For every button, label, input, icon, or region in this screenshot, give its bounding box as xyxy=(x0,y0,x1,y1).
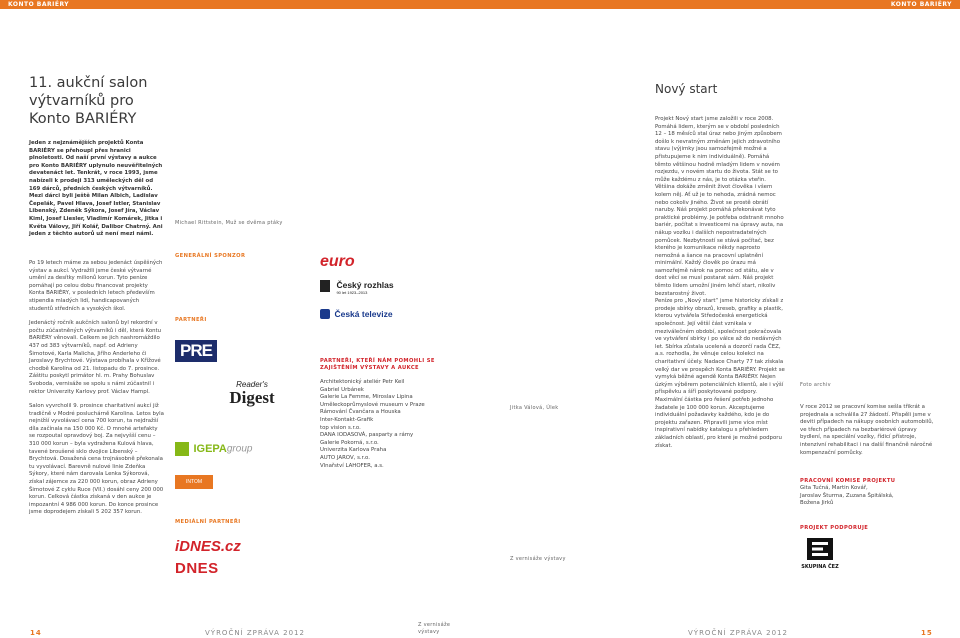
helper-item: Architektonický ateliér Petr Keil xyxy=(320,379,405,385)
header-label-left: KONTO BARIÉRY xyxy=(8,1,70,8)
ceska-televize-logo xyxy=(320,305,410,323)
photo-caption-vernisaz: Z vernisáže výstavy xyxy=(510,556,566,562)
cez-logo-text: SKUPINA ČEZ xyxy=(801,564,839,570)
novy-start-body xyxy=(655,116,785,450)
novy-start-paragraph-2: Peníze pro „Nový start“ jsme historicky získali z prodeje sbírky obrazů, kreseb, grafiky a plastik, kterou vytvářela Středočeská energetická společnost. Její větší část vznikala v meziválečném období, společnost pokračovala ve vytváření sbírky i po válce až do nedávných let. Sbírka zůstala ucelená a dozorčí rada ČEZ, a.s. rozhodla, že věnuje celou kolekci na charitativní účely. Nadace Charty 77 tak získala velký dar ve prospěch Konta BARIÉRY. Projekt se vymyká běžné agendě Konta BARIÉRY. Nejen úzkým výběrem potenciálních klientů, ale i výší příspěvku a šíří poskytované podpory. Maximální částka pro řešení potřeb jednoho žadatele je 100 000 korun. Akceptujeme individuální požadavky každého, kdo je do projektu zařazen. Připravili jsme více míst inspirativní nabídky katalogu s přehledem základních oblastí, pro které je možné podporu získat. xyxy=(655,298,785,449)
helper-item: top vision s.r.o. xyxy=(320,424,361,431)
left-paragraph-1: Po 19 letech máme za sebou jedenáct úspěšných výstav a aukcí. Vydražili jsme české výtvarné umění za desítky milionů korun. Tyto peníze pomáhají po celou dobu financovat projekty Konta BARIÉRY, v posledních letech především stipendia mladých lidí, handicapovaných studentů středních a vysokých škol. xyxy=(29,260,163,312)
igepa-logo-text: IGEPA xyxy=(193,442,227,455)
digest-logo-text: Digest xyxy=(229,388,275,407)
readers-digest-logo xyxy=(222,380,282,406)
helper-item: Uměleckoprůmyslové museum v Praze xyxy=(320,401,425,408)
ceska-televize-text: Česká televize xyxy=(334,308,393,319)
helper-item: Galerie Pokorná, s.r.o. xyxy=(320,439,379,446)
cesky-rozhlas-logo xyxy=(320,280,400,298)
media-partners-heading: MEDIÁLNÍ PARTNEŘI xyxy=(175,519,241,525)
helpers-list xyxy=(320,379,455,470)
header-label-right: KONTO BARIÉRY xyxy=(890,1,952,8)
committee-line: Gita Tučná, Martin Kovář, xyxy=(800,485,868,491)
left-paragraph-3: Salon vyvrcholil 9. prosince charitativní aukcí již tradičně v Modré posluchárně Karolina. Letos byla nejnižší vyvolávací cena 700 korun, ta nejdražší díla začínala na 150 000 Kč. O mnohé artefakty se rozpoutal opravdový boj. Za nejvyšší cenu – 310 000 korun – byla vydražena Kulová hlava, tavené broušené sklo dvojice Libenský – Brychtová. Dosažená cena trojnásobně překonala tu vyvolávací. Barevně nulové linie Zdeňka Sýkory, které nám darovala Lenka Sýkorová, získal zájemce za 220 000 korun, obraz Adrieny Šimotové Z cyklu Ruce (VII.) dosáhl ceny 200 000 korun. Celková částka získaná v den aukce je impozantní 4 986 000 korun. Do konce prosince jsme doprodejem získali 5 202 357 korun. xyxy=(29,403,164,516)
left-paragraph-2: Jedenáctý ročník aukčních salonů byl rekordní v počtu zúčastněných výtvarníků i děl, která Kontu BARIÉRY věnovali. Celkem se jich nashromáždilo 437 od 383 výtvarníků, např. od Adrieny Šimotové, Karla Malicha, Jiřího Anderleho či Jaroslavy Brychtové. Výstava probíhala v Křížové chodbě Karolina od 21. listopadu do 7. prosince. Záštitu poskytl primátor hl. m. Prahy Bohuslav Svoboda, vernisáže se spolu s námi zúčastnil i rektor Univerzity Karlovy prof. Václav Hampl. xyxy=(29,320,162,395)
committee-line: Božena Jirků xyxy=(800,500,834,507)
dnes-logo: DNES xyxy=(175,560,219,577)
footer-center-caption: Z vernisáže výstavy xyxy=(418,622,451,635)
section-title-novy-start: Nový start xyxy=(655,82,718,96)
readers-logo-text: Reader's xyxy=(236,380,268,389)
ceska-televize-mark-icon xyxy=(320,309,330,319)
euro-logo: euro xyxy=(320,253,355,270)
cesky-rozhlas-mark-icon xyxy=(320,280,330,292)
helper-item: Galerie La Femme, Miroslav Lipina xyxy=(320,394,413,401)
cez-logo xyxy=(800,538,840,571)
helper-item: Univerzita Karlova Praha xyxy=(320,447,387,454)
cesky-rozhlas-text: Český rozhlas xyxy=(336,280,394,290)
footer-report-right: VÝROČNÍ ZPRÁVA 2012 xyxy=(688,629,788,637)
photo-caption-archiv: Foto archiv xyxy=(800,382,831,388)
partner-logo-small: INTOM xyxy=(175,475,213,489)
photo-caption-valova: Jitka Válová, Úlek xyxy=(510,405,559,411)
general-sponsor-heading: GENERÁLNÍ SPONZOR xyxy=(175,253,246,259)
lead-paragraph: Jeden z nejznámějších projektů Konta BARIÉRY se přehoupl přes hranici plnoletosti. Od naší první výstavy a aukce pro Konto BARIÉRY uplynulo neuvěřitelných devatenáct let. Tenkrát, v roce 1993, jsme nabízeli k prodeji 313 uměleckých děl od 169 dárců, předních českých výtvarníků. Mezi dárci byli ještě Milan Albich, Ladislav Čepelák, Pavel Hlava, Josef Istler, Stanislav Libenský, Zdeněk Sýkora, Josef Jíra, Václav Kiml, Josef Liesler, Vladimír Komárek, Jitka i Květa Válovy, Jiří Kolář, Dalibor Chatrný. Ani jeden z těchto autorů už není mezi námi. xyxy=(29,140,163,238)
idnes-logo: iDNES.cz xyxy=(175,538,241,555)
photo-caption-rittstein: Michael Rittstein, Muž se dvěma ptáky xyxy=(175,220,283,226)
committee-line: Jaroslav Šturma, Zuzana Špitálská, xyxy=(800,492,894,499)
igepa-logo xyxy=(175,440,255,456)
header-bar-right xyxy=(480,0,960,9)
commission-body: V roce 2012 se pracovní komise sešla třikrát a projednala a schválila 27 žádostí. Přispěli jsme v deviti případech na nákupy osobních automobilů, ve třech případech na bezbariérové úpravy bydlení, na speciální vozíky, řídicí přístroje, intenzivní rehabilitaci i na další finančně náročné kompenzační pomůcky. xyxy=(800,404,934,456)
igepa-group-text: group xyxy=(226,443,253,455)
helper-item: Rámování Čvančara a Houska xyxy=(320,409,401,416)
page-title: 11. aukční salon výtvarníků pro Konto BARIÉRY xyxy=(29,75,148,127)
helper-item: Gabriel Urbánek xyxy=(320,386,364,393)
novy-start-paragraph-1: Projekt Nový start jsme založili v roce 2008. Pomáhá lidem, kterým se v období posledních 12 – 18 měsíců stal úraz nebo jiným způsobem došlo k nevratným změnám jejich zdravotního stavu (výjimky jsou samozřejmě možné a přistupujeme k nim individuálně). Pomáhá těmto většinou hodně mladým lidem v novém rozjezdu, v novém startu do života. Stát se to může každému z nás, je to otázka vteřin. Většina dokáže změnit život člověka i všem kolem něj. Ať už je to nehoda, zrádná nemoc nebo cokoliv jiného. Život se prostě obrátí naruby. Náš projekt pomáhá překonávat tyto praktické problémy. Je potřeba odstranit mnoho bariér, počítat s investicemi na úpravy auta, na nákup vozíku i dalších nepostradatelných pomůcek. Nezbytností se stává počítač, bez kterého je komunikace někdy naprosto nemožná a šance na pracovní uplatnění minimální. Každý člověk po úrazu má samozřejmě nárok na pomoc od státu, ale v dost věcí se musí postarat sám. Náš projekt těmto lidem umožní jiném lehčí start, nikoliv bezstarostný život. xyxy=(655,116,784,297)
cesky-rozhlas-subtext: 90 let 1923–2013 xyxy=(336,290,368,295)
page-number-right: 15 xyxy=(921,629,933,637)
sponsor-heading: PROJEKT PODPORUJE xyxy=(800,525,869,531)
partners-heading: PARTNEŘI xyxy=(175,317,207,323)
pre-logo: PRE xyxy=(175,340,217,362)
cez-mark-icon xyxy=(807,538,833,560)
committee-list xyxy=(800,485,940,508)
helper-item: DANA IODASOVÁ, pasparty a rámy xyxy=(320,432,414,439)
page-number-left: 14 xyxy=(30,629,42,637)
footer-report-left: VÝROČNÍ ZPRÁVA 2012 xyxy=(205,629,305,637)
left-body xyxy=(29,260,164,524)
igepa-mark-icon xyxy=(175,442,189,456)
helpers-heading: PARTNEŘI, KTEŘÍ NÁM POMOHLI SE ZAJIŠTĚNÍM VÝSTAVY A AUKCE xyxy=(320,358,435,371)
committee-heading: PRACOVNÍ KOMISE PROJEKTU xyxy=(800,478,896,484)
helper-item: AUTO JAROV, s.r.o. xyxy=(320,454,370,461)
header-bar-left xyxy=(0,0,480,9)
helper-item: Inter-Kontakt-Grafik xyxy=(320,416,374,423)
helper-item: Vlnařství LAHOFER, a.s. xyxy=(320,462,384,469)
